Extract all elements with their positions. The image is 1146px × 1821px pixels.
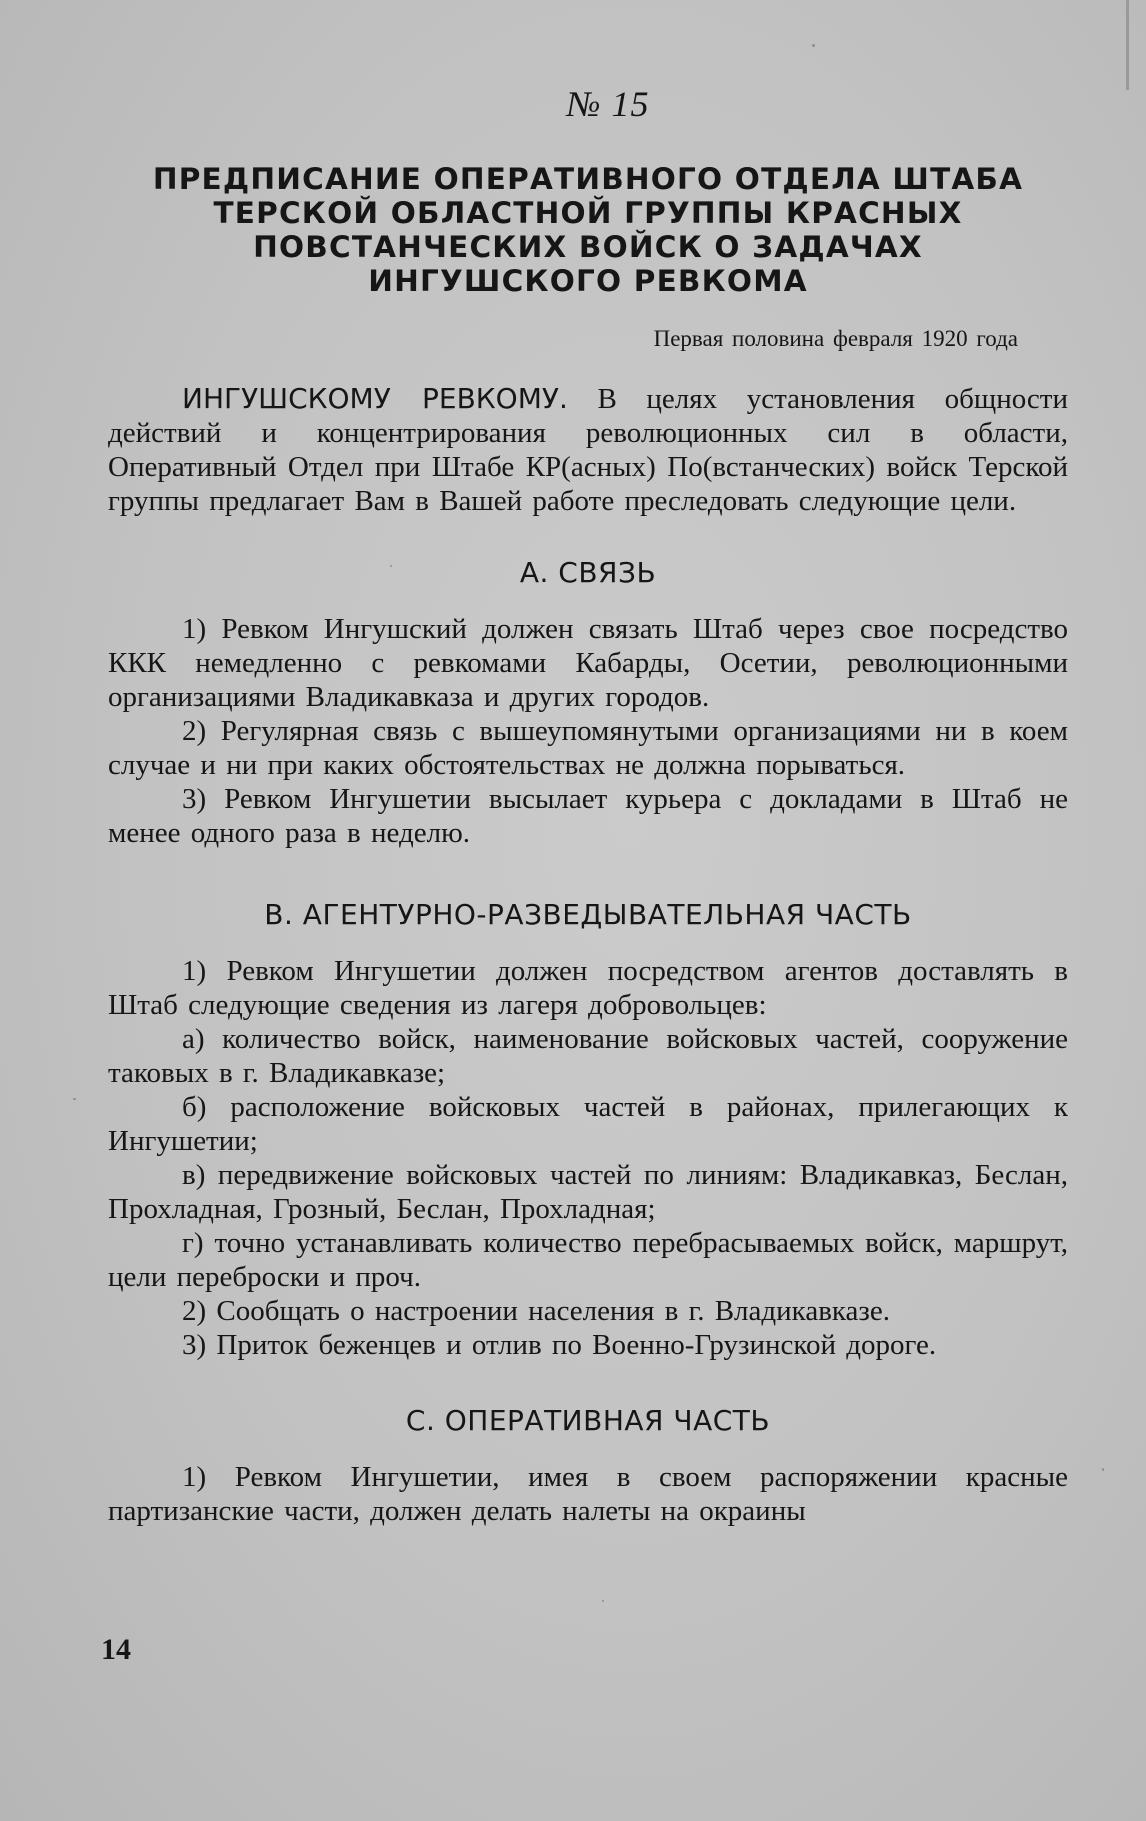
section-b-subitem: г) точно устанавливать количество перебрасываемых войск, маршрут, цели переброски и проч. [108,1227,1068,1293]
section-a-item: 2) Регулярная связь с вышеупомянутыми организациями ни в коем случае и ни при каких обстоятельствах не должна порываться. [108,715,1068,781]
section-b-subitem: в) передвижение войсковых частей по линиям: Владикавказ, Беслан, Прохладная, Грозный, Беслан, Прохладная; [108,1159,1068,1225]
title-line: ПОВСТАНЧЕСКИХ ВОЙСК О ЗАДАЧАХ [253,230,923,264]
section-b-subitem: а) количество войск, наименование войсковых частей, сооружение таковых в г. Владикавказе; [108,1023,1068,1089]
section-a-heading: А. СВЯЗЬ [519,556,657,589]
document-date: Первая половина февраля 1920 года [653,326,1018,351]
section-a-item: 1) Ревком Ингушский должен связать Штаб через свое посредство ККК немедленно с ревкомами Кабарды, Осетии, революционными организациями Владикавказа и других городов. [108,613,1068,713]
title-line: ПРЕДПИСАНИЕ ОПЕРАТИВНОГО ОТДЕЛА ШТАБА [152,162,1024,196]
section-b-heading: В. АГЕНТУРНО-РАЗВЕДЫВАТЕЛЬНАЯ ЧАСТЬ [264,898,912,931]
section-c-heading: С. ОПЕРАТИВНАЯ ЧАСТЬ [405,1404,771,1437]
page-content [108,80,1068,1528]
section-b-item: 3) Приток беженцев и отлив по Военно-Грузинской дороге. [182,1329,937,1361]
intro-paragraph [108,382,1068,518]
page-edge-mark [1126,0,1129,90]
addressee: ИНГУШСКОМУ РЕВКОМУ. [182,382,568,415]
section-c-item: 1) Ревком Ингушетии, имея в своем распоряжении красные партизанские части, должен делать налеты на окраины [108,1461,1068,1527]
title-line: ТЕРСКОЙ ОБЛАСТНОЙ ГРУППЫ КРАСНЫХ [213,196,963,230]
document-title [108,162,1068,298]
section-b-item: 2) Сообщать о настроении населения в г. Владикавказе. [182,1295,890,1327]
title-line: ИНГУШСКОГО РЕВКОМА [368,264,808,298]
section-b-item: 1) Ревком Ингушетии должен посредством агентов доставлять в Штаб следующие сведения из лагеря добровольцев: [108,955,1068,1021]
section-b-subitem: б) расположение войсковых частей в районах, прилегающих к Ингушетии; [108,1091,1068,1157]
page-number: 14 [101,1633,131,1666]
section-a-item: 3) Ревком Ингушетии высылает курьера с докладами в Штаб не менее одного раза в неделю. [108,783,1068,849]
intro-text: В целях установления общности действий и концентрирования революционных сил в области, Оперативный Отдел при Штабе КР(асных) По(встанческих) войск Терской группы предлагает Вам в Вашей работе преследовать следующие цели. [108,383,1069,517]
document-number: № 15 [566,84,650,124]
